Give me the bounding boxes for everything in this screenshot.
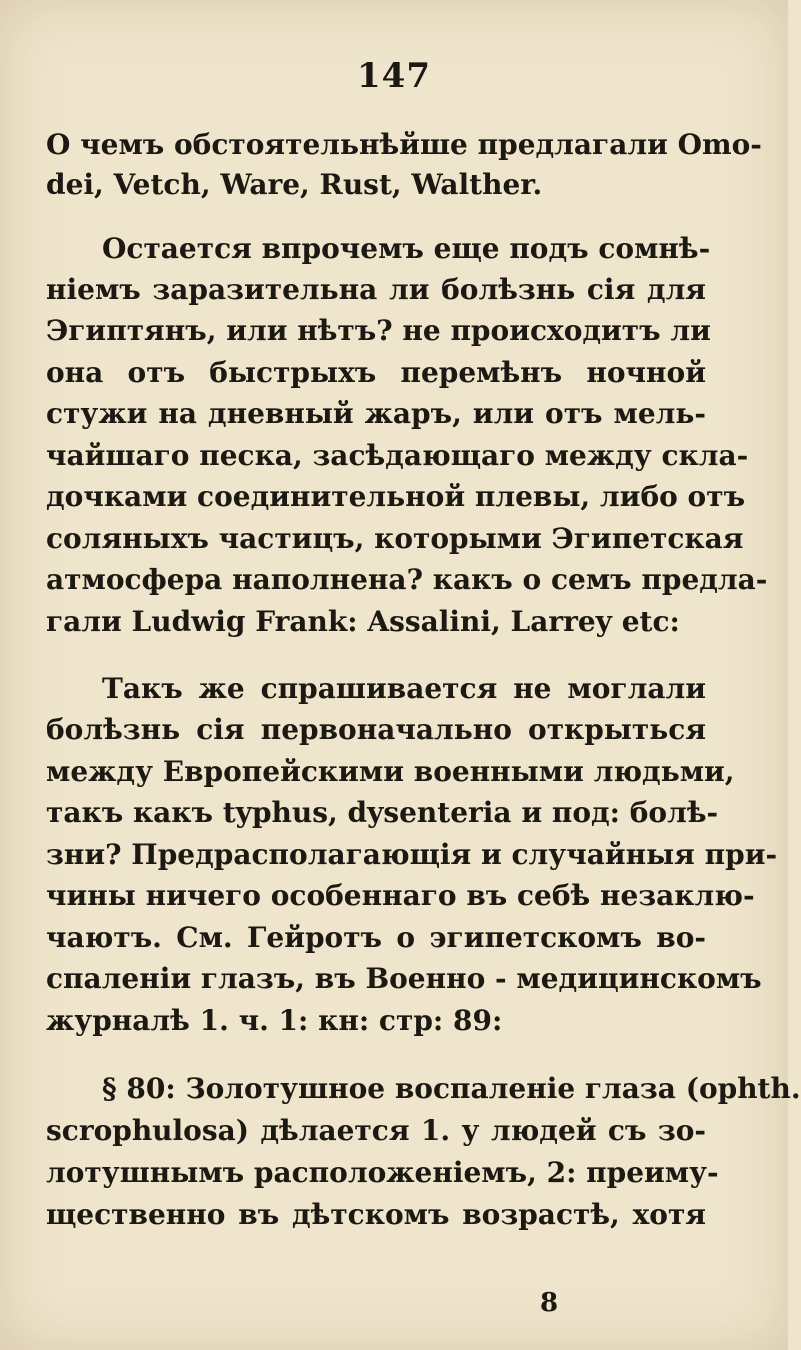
text-line: зни? Предрасполагающія и случайныя при- [46, 838, 778, 871]
text-line: лотушнымъ расположеніемъ, 2: преиму- [46, 1156, 719, 1189]
text-line: Остается впрочемъ еще подъ сомнѣ- [102, 232, 711, 265]
signature-mark: 8 [540, 1288, 559, 1318]
text-line: Такъ же спрашивается не моглали [102, 672, 706, 705]
text-line: дочками соединительной плевы, либо отъ [46, 480, 746, 513]
text-line: спаленіи глазъ, въ Военно - медицинскомъ [46, 962, 762, 995]
text-line: болѣзнь сія первоначально открыться [46, 713, 706, 746]
text-line: стужи на дневный жаръ, или отъ мель- [46, 397, 706, 430]
text-line: атмосфера наполнена? какъ о семъ предла- [46, 563, 768, 596]
text-line: § 80: Золотушное воспаленіе глаза (ophth. [102, 1072, 801, 1105]
text-line: scrophulosa) дѣлается 1. у людей съ зо- [46, 1114, 706, 1147]
text-line: ніемъ заразительна ли болѣзнь сія для [46, 273, 706, 306]
text-line: щественно въ дѣтскомъ возрастѣ, хотя [46, 1198, 706, 1231]
text-line: журналѣ 1. ч. 1: кн: стр: 89: [46, 1004, 503, 1037]
text-line: гали Ludwig Frank: Assalini, Larrey etc: [46, 605, 680, 638]
text-line: соляныхъ частицъ, которыми Эгипетская [46, 522, 744, 555]
text-line: О чемъ обстоятельнѣйше предлагали Omo- [46, 128, 762, 161]
text-line: чины ничего особеннаго въ себѣ незаклю- [46, 879, 755, 912]
text-line: чаютъ. См. Гейротъ о эгипетскомъ во- [46, 921, 706, 954]
text-line: Эгиптянъ, или нѣтъ? не происходитъ ли [46, 314, 711, 347]
page-number: 147 [357, 56, 431, 96]
text-line: чайшаго песка, засѣдающаго между скла- [46, 439, 749, 472]
text-line: такъ какъ typhus, dysenteria и под: болѣ- [46, 796, 719, 829]
text-line: она отъ быстрыхъ перемѣнъ ночной [46, 356, 706, 389]
text-line: dei, Vetch, Ware, Rust, Walther. [46, 168, 543, 201]
text-line: между Европейскими военными людьми, [46, 755, 735, 788]
